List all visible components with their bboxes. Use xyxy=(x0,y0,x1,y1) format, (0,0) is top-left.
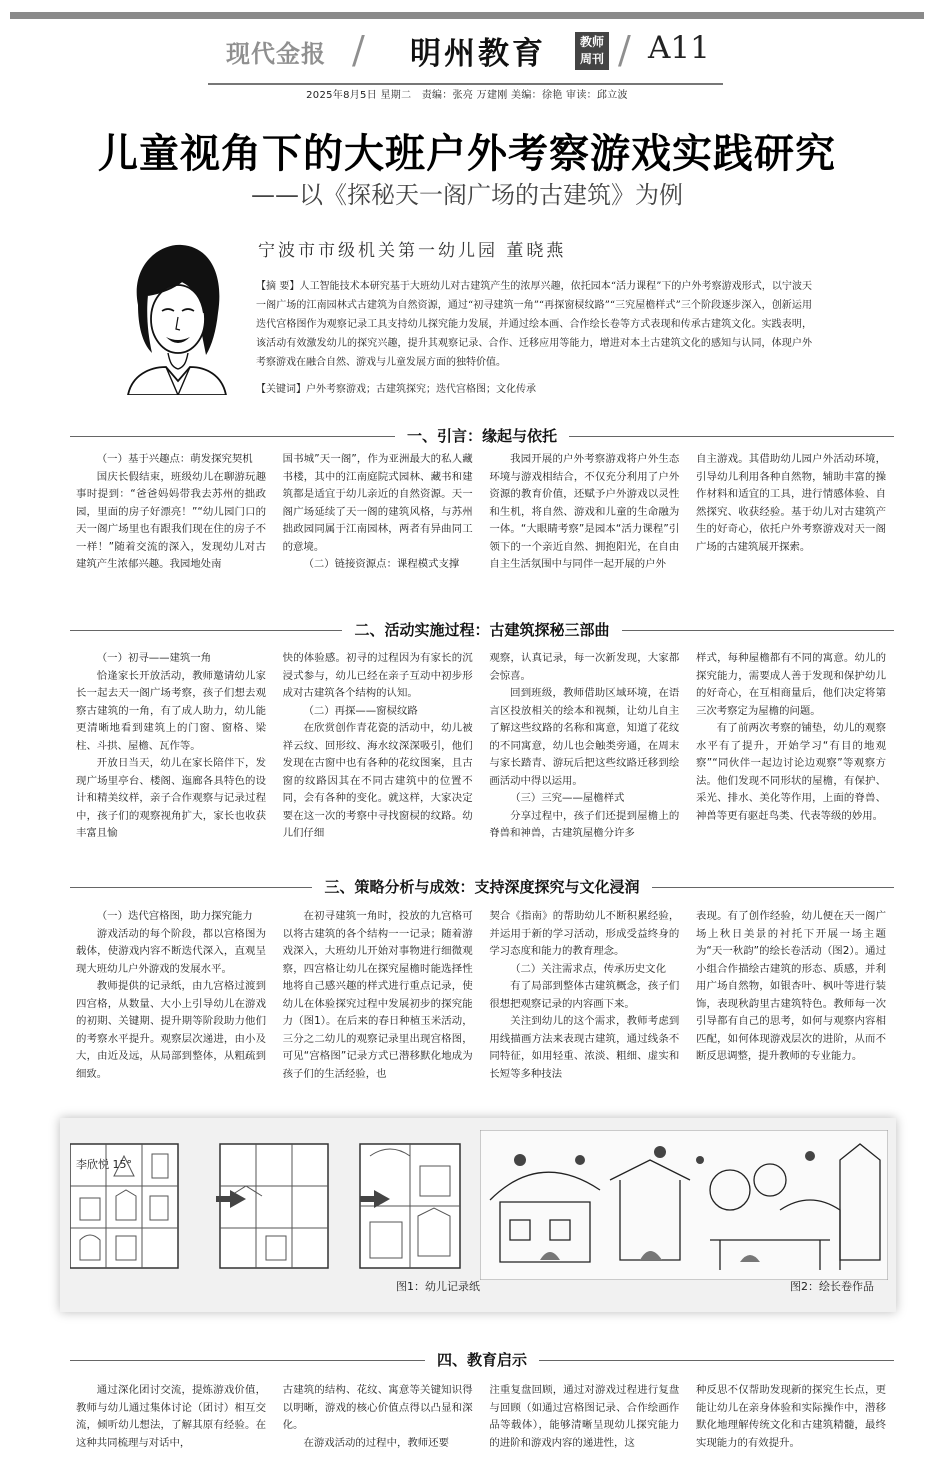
text-column xyxy=(76,1382,266,1472)
section-body xyxy=(76,650,886,870)
article-subtitle: ——以《探秘天一阁广场的古建筑》为例 xyxy=(251,181,683,209)
text-column xyxy=(283,451,473,596)
text-column xyxy=(283,650,473,870)
paragraph: 回到班级，教师借助区域环境，在语言区投放相关的绘本和视频，让幼儿自主了解这些纹路的名称和寓意，知道了花纹的不同寓意，幼儿也会触类旁通，在周末与家长踏青、游玩后把这些纹路迁移到绘画活动中得以运用。 xyxy=(489,687,680,787)
paragraph: 开放日当天，幼儿在家长陪伴下，发现广场里亭台、楼阁、迤廊各具特色的设计和精美纹样，亲子合作观察与记录过程中，孩子们的观察视角扩大，家长也收获丰富且愉 xyxy=(76,757,266,839)
paragraph: 有了局部到整体古建筑概念，孩子们很想把观察记录的内容画下来。 xyxy=(489,980,680,1010)
text-column xyxy=(489,908,679,1096)
record-sheet-handwriting: 李欣悦 15° xyxy=(76,1158,132,1171)
author-byline: 宁波市市级机关第一幼儿园 董晓燕 xyxy=(258,241,567,261)
text-column xyxy=(696,908,886,1096)
section-heading xyxy=(70,1349,894,1371)
text-column xyxy=(696,650,886,870)
abstract: 【摘 要】人工智能技术本研究基于大班幼儿对古建筑产生的浓厚兴趣，依托园本“活力课程”下的户外考察游戏形式，以宁波天一阁广场的江南园林式古建筑为自然资源，通过“初寻建筑一角”“再探窗棂纹路”“三究屋檐样式”三个阶段逐步深入，创新运用迭代宫格图作为观察记录工具支持幼儿探究能力发展，并通过绘本画、合作绘长卷等方式表现和传承古建筑文化。实践表明，该活动有效激发幼儿的探究兴趣，提升其观察记录、合作、迁移应用等能力，增进对本土古建筑文化的感知与认同，体现户外考察游戏在融合自然、游戏与儿童发展方面的独特价值。 xyxy=(256,281,812,368)
text-column xyxy=(76,650,266,870)
masthead-divider: / xyxy=(352,28,365,72)
paragraph: 自主游戏。其借助幼儿园户外活动环境，引导幼儿利用各种自然物，辅助丰富的操作材料和适宜的工具，进行情感体验、自然探究、收获经验。基于幼儿对古建筑产生的好奇心，依托户外考察游戏对天一阁广场的古建筑展开探索。 xyxy=(695,453,886,553)
paragraph: （二）关注需求点，传承历史文化 xyxy=(510,962,666,975)
author-portrait-illustration xyxy=(120,235,230,395)
text-column xyxy=(696,1382,886,1472)
long-scroll-artwork-drawing xyxy=(480,1130,888,1280)
paragraph: 分享过程中，孩子们还提到屋檐上的脊兽和神兽，古建筑屋檐分许多 xyxy=(489,809,680,839)
paragraph: 快的体验感。初寻的过程因为有家长的沉浸式参与，幼儿已经在亲子互动中初步形成对古建筑各个结构的认知。 xyxy=(282,652,473,699)
paragraph: 教师提供的记录纸，由九宫格过渡到四宫格，从数量、大小上引导幼儿在游戏的初期、关键期、提升期等阶段助力他们的考察水平提升。观察层次递进，由小及大，由近及远，从局部到整体，从粗疏到细致。 xyxy=(76,980,266,1080)
paragraph: 契合《指南》的帮助幼儿不断积累经验，并运用于新的学习活动，形成受益终身的学习态度和能力的教育理念。 xyxy=(489,910,680,957)
paragraph: 注重复盘回顾，通过对游戏过程进行复盘与回顾（如通过宫格图记录、合作绘画作品等载体），能够清晰呈现幼儿探究能力的进阶和游戏内容的递进性，这 xyxy=(489,1384,680,1449)
top-rule xyxy=(10,12,924,19)
section-heading-text: 四、教育启示 xyxy=(425,1351,539,1369)
section-heading xyxy=(70,619,894,641)
masthead-paper-name: 现代金报 xyxy=(226,39,326,68)
weekly-badge xyxy=(575,32,609,70)
text-column xyxy=(76,908,266,1096)
section-body xyxy=(76,451,886,596)
figure-panel xyxy=(60,1118,896,1312)
weekly-badge-line1: 教师 xyxy=(579,35,604,49)
paragraph: 关注到幼儿的这个需求，教师考虑到用线描画方法来表现古建筑，通过线条不同特征，如用轻重、浓淡、粗细、虚实和长短等多种技法 xyxy=(489,1015,680,1080)
paragraph: 国书城”天一阁”，作为亚洲最大的私人藏书楼，其中的江南庭院式园林、藏书和建筑都是适宜于幼儿亲近的自然资源。天一阁广场延续了天一阁的建筑风格，与苏州拙政园同属于江南园林，两者有异曲同工的意境。 xyxy=(282,453,473,553)
paragraph: （二）链接资源点：课程模式支撑 xyxy=(303,558,460,570)
page-number: A11 xyxy=(648,30,710,66)
text-column xyxy=(76,451,266,596)
dateline: 2025年8月5日 星期二 责编：张亮 万建刚 美编：徐艳 审读：邱立波 xyxy=(306,90,628,101)
paragraph: 恰逢家长开放活动，教师邀请幼儿家长一起去天一阁广场考察，孩子们想去观察古建筑的一角，有了成人助力，幼儿能更清晰地看到建筑上的门窗、窗格、梁柱、斗拱、屋檐、瓦作等。 xyxy=(76,669,266,752)
section-heading xyxy=(70,876,894,898)
paragraph: 种反思不仅帮助发现新的探究生长点，更能让幼儿在亲身体验和实际操作中，潜移默化地理解传统文化和古建筑精髓，最终实现能力的有效提升。 xyxy=(695,1384,886,1449)
paragraph: 观察，认真记录，每一次新发现，大家都会惊喜。 xyxy=(489,652,680,682)
paragraph: （一）初寻——建筑一角 xyxy=(96,652,212,664)
figure-2-caption: 图2：绘长卷作品 xyxy=(790,1280,874,1293)
section-body xyxy=(76,1382,886,1472)
text-column xyxy=(283,1382,473,1472)
masthead-section-name: 明州教育 xyxy=(410,36,546,72)
section-heading xyxy=(70,425,894,447)
paragraph: 古建筑的结构、花纹、寓意等关键知识得以明晰，游戏的核心价值点得以凸显和深化。 xyxy=(282,1384,473,1431)
paragraph: （二）再探——窗棂纹路 xyxy=(303,704,418,717)
child-record-sheets-drawing xyxy=(70,1136,465,1276)
masthead-rule xyxy=(208,83,723,85)
paragraph: （三）三究——屋檐样式 xyxy=(510,792,625,804)
paragraph: 在欣赏创作青花瓷的活动中，幼儿被祥云纹、回形纹、海水纹深深吸引，他们发现在古窗中也有各种的花纹图案，且古窗的纹路因其在不同古建筑中的位置不同，会有各种的变化。就这样，大家决定要在这一次的考察中寻找窗棂的纹路。幼儿们仔细 xyxy=(282,722,473,839)
paragraph: 游戏活动的每个阶段，都以宫格图为载体，使游戏内容不断迭代深入，直观呈现大班幼儿户外游戏的发展水平。 xyxy=(76,927,266,975)
article-title: 儿童视角下的大班户外考察游戏实践研究 xyxy=(98,131,836,177)
arrow-right-icon xyxy=(230,1190,246,1208)
section-heading-text: 三、策略分析与成效：支持深度探究与文化浸润 xyxy=(312,878,651,896)
text-column xyxy=(489,451,679,596)
section-heading-text: 二、活动实施过程：古建筑探秘三部曲 xyxy=(342,621,621,639)
weekly-badge-line2: 周刊 xyxy=(579,52,604,66)
paragraph: 通过深化团讨交流，提炼游戏价值，教师与幼儿通过集体讨论（团讨）相互交流，倾听幼儿想法，了解其原有经验。在这种共同梳理与对话中， xyxy=(76,1384,266,1449)
section-body xyxy=(76,908,886,1096)
text-column xyxy=(489,650,679,870)
paragraph: （一）基于兴趣点：萌发探究契机 xyxy=(96,453,253,465)
paragraph: （一）迭代宫格图，助力探究能力 xyxy=(96,910,253,922)
text-column xyxy=(489,1382,679,1472)
section-heading-text: 一、引言：缘起与依托 xyxy=(395,427,569,445)
arrow-right-icon xyxy=(374,1190,390,1208)
text-column xyxy=(696,451,886,596)
paragraph: 我园开展的户外考察游戏将户外生态环境与游戏相结合，不仅充分利用了户外资源的教育价值，还赋予户外游戏以灵性和生机，将自然、游戏和儿童的生命融为一体。“大眼睛考察”是园本“活力课程”引领下的一个亲近自然、拥抱阳光，在自由自主生活氛围中与同伴一起开展的户外 xyxy=(489,453,680,570)
paragraph: 有了前两次考察的铺垫，幼儿的观察水平有了提升，开始学习“有目的地观察”“同伙伴一起边讨论边观察”等观察方法。他们发现不同形状的屋檐，有保护、采光、排水、美化等作用，上面的脊兽、神兽等更有驱赶鸟类、代表等级的妙用。 xyxy=(695,722,886,822)
masthead-divider: / xyxy=(618,28,631,72)
text-column xyxy=(283,908,473,1096)
paragraph: 在游戏活动的过程中，教师还要 xyxy=(303,1436,449,1449)
paragraph: 国庆长假结束，班级幼儿在聊游玩趣事时提到：“爸爸妈妈带我去苏州的拙政园，里面的房子好漂亮！”“幼儿园门口的天一阁广场里也有跟我们现在住的房子不一样！”随着交流的深入，发现幼儿对古建筑产生浓郁兴趣。我园地处南 xyxy=(76,470,266,570)
paragraph: 在初寻建筑一角时，投放的九宫格可以将古建筑的各个结构一一记录；随着游戏深入，大班幼儿开始对事物进行细微观察，四宫格让幼儿在探究屋檐时能选择性地将自己感兴趣的样式进行重点记录，使幼儿在体验探究过程中发展初步的探究能力（图1）。在后来的春日种植玉米活动，三分之二幼儿的观察记录里出现宫格图，可见“宫格图”记录方式已潜移默化地成为孩子们的生活经验，也 xyxy=(282,910,473,1080)
figure-1-caption: 图1：幼儿记录纸 xyxy=(396,1280,480,1293)
paragraph: 样式，每种屋檐都有不同的寓意。幼儿的探究能力，需要成人善于发现和保护幼儿的好奇心，在互相商量后，他们决定将第三次考察定为屋檐的问题。 xyxy=(695,652,886,717)
keywords: 【关键词】户外考察游戏；古建筑探究；迭代宫格图；文化传承 xyxy=(256,384,536,395)
paragraph: 表现。有了创作经验，幼儿便在天一阁广场上秋日美景的衬托下开展一场主题为“天一秋韵”的绘长卷活动（图2）。通过小组合作描绘古建筑的形态、质感，并利用广场自然物，如银杏叶、枫叶等进行装饰，表现秋韵里古建筑特色。教师每一次引导都有自己的思考，如何与观察内容相匹配，如何体现游戏层次的进阶，从而不断反思调整，提升教师的专业能力。 xyxy=(695,910,886,1062)
masthead xyxy=(0,28,934,76)
